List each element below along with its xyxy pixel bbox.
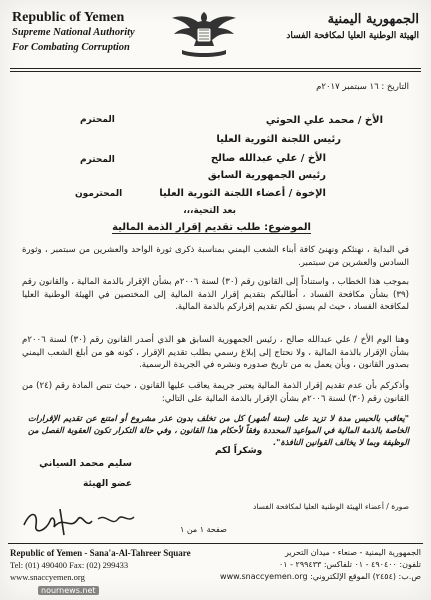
ar-header-line1: الجمهورية اليمنية: [327, 12, 419, 27]
recipient-3-honorific: المحترمون: [75, 189, 123, 199]
recipient-2-honorific: المحترم: [80, 155, 115, 165]
footer-ar-contact: تلفون: ٤٩٠٤٠٠ - ٠١ تلفاكس: ٢٩٩٤٣٣ - ٠١: [278, 560, 421, 569]
handwritten-signature-icon: [20, 505, 140, 539]
ar-header-line2: الهيئة الوطنية العليا لمكافحة الفساد: [286, 31, 419, 41]
site-watermark: nournews.net: [38, 586, 99, 595]
footer-en-web: www.snaccyemen.org: [10, 572, 85, 582]
greeting: بعد التحية،،،: [183, 206, 236, 216]
footer-ar-address: الجمهورية اليمنية - صنعاء - ميدان التحرير: [284, 548, 421, 557]
signatory-name: سليم محمد السياني: [39, 458, 132, 469]
english-letterhead: [12, 10, 162, 55]
cc-line: صورة / أعضاء الهيئة الوطنية العليا لمكافحة الفساد: [252, 502, 409, 511]
header-rule: [10, 68, 421, 69]
recipient-1-title: رئيس اللجنة الثورية العليا: [216, 134, 341, 145]
english-footer: [10, 547, 191, 583]
footer-rule: [8, 543, 423, 544]
signatory-title: عضو الهيئة: [82, 479, 132, 489]
recipient-3-name: الإخوة / أعضاء اللجنة الثورية العليا: [159, 188, 326, 199]
signatory-block: [22, 458, 132, 489]
footer-en-contact: Tel: (01) 490400 Fax: (02) 299433: [10, 560, 129, 570]
subject-line: الموضوع: طلب تقديم إقرار الذمة المالية: [112, 222, 311, 233]
eagle-emblem-icon: [168, 6, 240, 62]
arabic-footer: [220, 547, 421, 583]
legal-quote: "يعاقب بالحبس مدة لا تزيد على (ستة أشهر) كل من تخلف بدون عذر مشروع أو امتنع عن تقديم الإقرارات الخاصة بالذمة المالية في المواعيد المحددة وفقاً لأحكام هذا القانون ، وفي حالة التكرار تكون العقوبة الفصل من الوظيفة وبما لا يخالف القوانين النافذة".: [28, 413, 409, 447]
paragraph-4: وأذكركم بأن عدم تقديم إقرار الذمة المالية يعتبر جريمة يعاقب عليها القانون ، حيث تنص المادة رقم (٢٤) من القانون رقم (٣٠) لسنة ٢٠٠٦م بشأن الإقرار بالذمة المالية على التالي:: [22, 381, 410, 404]
paragraph-3: وهنا الوم الأخ / علي عبدالله صالح ، رئيس الجمهورية السابق هو الذي أصدر القانون رقم (٣٠) لسنة ٢٠٠٦م بشأن الإقرار بالذمة المالية ، ولا نحتاج إلى إبلاغ رسمي بطلب تقديم الإقرار ، كونه هو من أبلغ الشعب اليمني بصدور القانون ، وبأن يعمل به من تاريخ صدوره ونشره في الجريدة الرسمية.: [22, 335, 409, 370]
recipient-2-title: رئيس الجمهورية السابق: [207, 170, 326, 181]
footer-en-address: Republic of Yemen - Sana'a-Al-Tahreer Square: [10, 548, 191, 558]
arabic-letterhead: [244, 12, 419, 41]
en-header-line3: For Combating Corruption: [12, 42, 130, 53]
recipient-1-name: الأخ / محمد علي الحوثي: [265, 115, 383, 126]
recipient-1-honorific: المحترم: [80, 115, 115, 125]
page-number: صفحة ١ من ١: [180, 525, 227, 534]
letter-date: التاريخ : ١٦ سبتمبر ٢٠١٧م: [316, 82, 409, 92]
recipient-2-name: الأخ / علي عبدالله صالح: [210, 153, 326, 164]
en-header-line2: Supreme National Authority: [12, 27, 135, 38]
closing-thanks: وشكراً لكم: [215, 446, 263, 456]
paragraph-1: في البداية ، نهنئكم ونهنئ كافة أبناء الشعب اليمني بمناسبة ذكرى ثورة الواحد والعشرين من سبتمبر ، وثورة السادس والعشرين من سبتمبر.: [22, 245, 409, 268]
footer-ar-web: ص.ب: (٢٤٥٤) الموقع الإلكتروني: www.snaccyemen.org: [220, 572, 421, 581]
header-rule-thin: [10, 71, 421, 72]
paragraph-2: بموجب هذا الخطاب ، واستناداً إلى القانون رقم (٣٠) لسنة ٢٠٠٦م بشأن الإقرار بالذمة المالية ، والقانون رقم (٣٩) بشأن مكافحة الفساد ، أطالبكم بتقديم إقرار الذمة المالية إلى المختصين في الهيئة الوطنية العليا لمكافحة الفساد ، حيث لم يسبق لكم تقديم إقراركم بالذمة المالية.: [22, 277, 409, 312]
en-header-line1: Republic of Yemen: [12, 10, 125, 25]
